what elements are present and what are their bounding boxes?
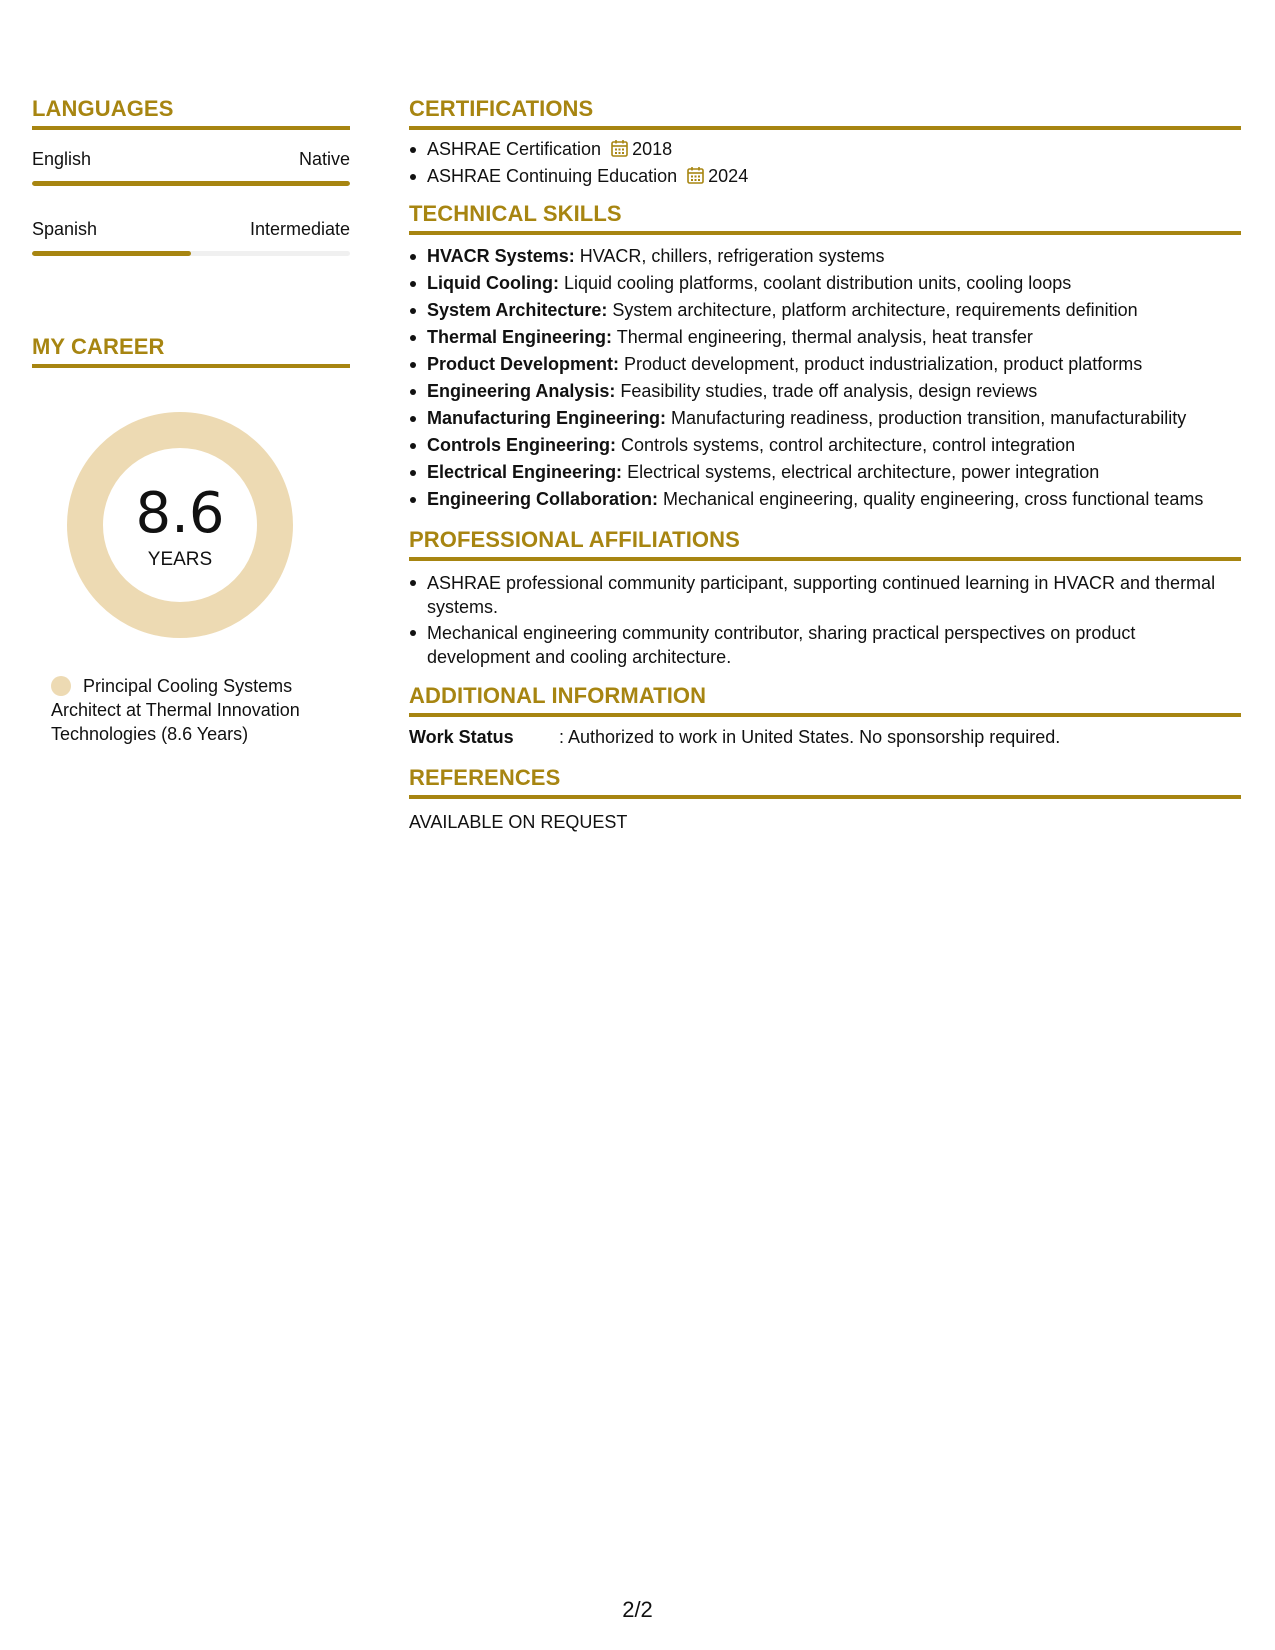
affiliations-list bbox=[409, 571, 1241, 669]
certification-item bbox=[409, 136, 1241, 163]
calendar-icon bbox=[611, 139, 628, 157]
skills-heading: TECHNICAL SKILLS bbox=[409, 201, 622, 226]
skill-category: Engineering Collaboration: bbox=[427, 489, 659, 509]
language-name: English bbox=[32, 149, 92, 169]
certifications-list bbox=[409, 136, 1241, 190]
certification-year: 2024 bbox=[708, 166, 749, 186]
references-heading: REFERENCES bbox=[409, 765, 561, 790]
skill-item bbox=[409, 432, 1241, 459]
skill-category: Engineering Analysis: bbox=[427, 381, 616, 401]
additional-info-divider bbox=[409, 713, 1241, 717]
language-level-bar bbox=[32, 181, 350, 186]
career-legend-text: Principal Cooling Systems Architect at Thermal Innovation Technologies (8.6 Years) bbox=[51, 676, 300, 744]
certifications-section bbox=[409, 96, 1241, 190]
affiliations-divider bbox=[409, 557, 1241, 561]
career-legend bbox=[32, 674, 350, 746]
career-donut-chart bbox=[67, 412, 293, 638]
left-column bbox=[32, 96, 350, 746]
additional-info-section bbox=[409, 683, 1241, 749]
language-row bbox=[32, 218, 350, 240]
language-level-fill bbox=[32, 181, 350, 186]
additional-info-key: Work Status bbox=[409, 727, 514, 747]
skill-item bbox=[409, 324, 1241, 351]
skill-category: Electrical Engineering: bbox=[427, 462, 623, 482]
skill-details: Manufacturing readiness, production transition, manufacturability bbox=[666, 408, 1187, 428]
skills-divider bbox=[409, 231, 1241, 235]
skill-category: Liquid Cooling: bbox=[427, 273, 559, 293]
languages-list bbox=[32, 148, 350, 256]
additional-info-list bbox=[409, 725, 1241, 749]
skill-details: Liquid cooling platforms, coolant distribution units, cooling loops bbox=[558, 273, 1072, 293]
page-number: 2/2 bbox=[622, 1597, 653, 1622]
career-divider bbox=[32, 364, 350, 368]
language-item bbox=[32, 218, 350, 256]
certification-year: 2018 bbox=[632, 139, 673, 159]
affiliation-item: Mechanical engineering community contributor, sharing practical perspectives on product development and cooling architecture. bbox=[409, 621, 1241, 669]
skill-category: System Architecture: bbox=[427, 300, 608, 320]
languages-divider bbox=[32, 126, 350, 130]
skill-item bbox=[409, 405, 1241, 432]
career-heading: MY CAREER bbox=[32, 334, 165, 359]
affiliations-heading: PROFESSIONAL AFFILIATIONS bbox=[409, 527, 740, 552]
certifications-divider bbox=[409, 126, 1241, 130]
language-level-bar bbox=[32, 251, 350, 256]
additional-info-value: : Authorized to work in United States. No sponsorship required. bbox=[559, 727, 1061, 747]
skill-category: HVACR Systems: bbox=[427, 246, 575, 266]
skill-details: Electrical systems, electrical architecture, power integration bbox=[622, 462, 1100, 482]
skill-details: HVACR, chillers, refrigeration systems bbox=[574, 246, 885, 266]
references-divider bbox=[409, 795, 1241, 799]
language-item bbox=[32, 148, 350, 186]
career-years-unit: YEARS bbox=[147, 549, 213, 570]
skill-item bbox=[409, 270, 1241, 297]
references-text: AVAILABLE ON REQUEST bbox=[409, 812, 628, 832]
skill-item bbox=[409, 378, 1241, 405]
language-level-fill bbox=[32, 251, 191, 256]
languages-heading: LANGUAGES bbox=[32, 96, 174, 121]
skill-item bbox=[409, 243, 1241, 270]
career-section bbox=[32, 334, 350, 746]
skill-details: Mechanical engineering, quality engineering, cross functional teams bbox=[658, 489, 1204, 509]
skill-details: Controls systems, control architecture, control integration bbox=[616, 435, 1076, 455]
references-section bbox=[409, 765, 1241, 834]
skill-category: Manufacturing Engineering: bbox=[427, 408, 667, 428]
additional-info-heading: ADDITIONAL INFORMATION bbox=[409, 683, 707, 708]
language-level: Native bbox=[298, 149, 350, 169]
calendar-icon bbox=[687, 166, 704, 184]
certification-name: ASHRAE Continuing Education bbox=[427, 166, 678, 186]
certifications-heading: CERTIFICATIONS bbox=[409, 96, 594, 121]
language-row bbox=[32, 148, 350, 170]
affiliations-section bbox=[409, 527, 1241, 669]
affiliation-item: ASHRAE professional community participant, supporting continued learning in HVACR and thermal systems. bbox=[409, 571, 1241, 619]
language-name: Spanish bbox=[32, 219, 98, 239]
skill-details: Product development, product industrialization, product platforms bbox=[619, 354, 1143, 374]
right-column bbox=[409, 96, 1241, 834]
certification-name: ASHRAE Certification bbox=[427, 139, 602, 159]
career-legend-item bbox=[32, 674, 332, 746]
language-level: Intermediate bbox=[249, 219, 350, 239]
skill-category: Product Development: bbox=[427, 354, 620, 374]
career-years-value: 8.6 bbox=[135, 481, 225, 546]
skill-item bbox=[409, 297, 1241, 324]
skill-item bbox=[409, 486, 1241, 513]
additional-info-row bbox=[409, 725, 1241, 749]
certification-item bbox=[409, 163, 1241, 190]
languages-section bbox=[32, 96, 350, 256]
skills-list bbox=[409, 243, 1241, 513]
skill-category: Controls Engineering: bbox=[427, 435, 616, 455]
skill-item bbox=[409, 459, 1241, 486]
skill-details: Feasibility studies, trade off analysis, design reviews bbox=[615, 381, 1038, 401]
skill-details: Thermal engineering, thermal analysis, heat transfer bbox=[612, 327, 1033, 347]
skill-category: Thermal Engineering: bbox=[427, 327, 613, 347]
skill-item bbox=[409, 351, 1241, 378]
legend-dot-icon bbox=[51, 676, 71, 696]
skills-section bbox=[409, 201, 1241, 513]
skill-details: System architecture, platform architecture, requirements definition bbox=[607, 300, 1138, 320]
